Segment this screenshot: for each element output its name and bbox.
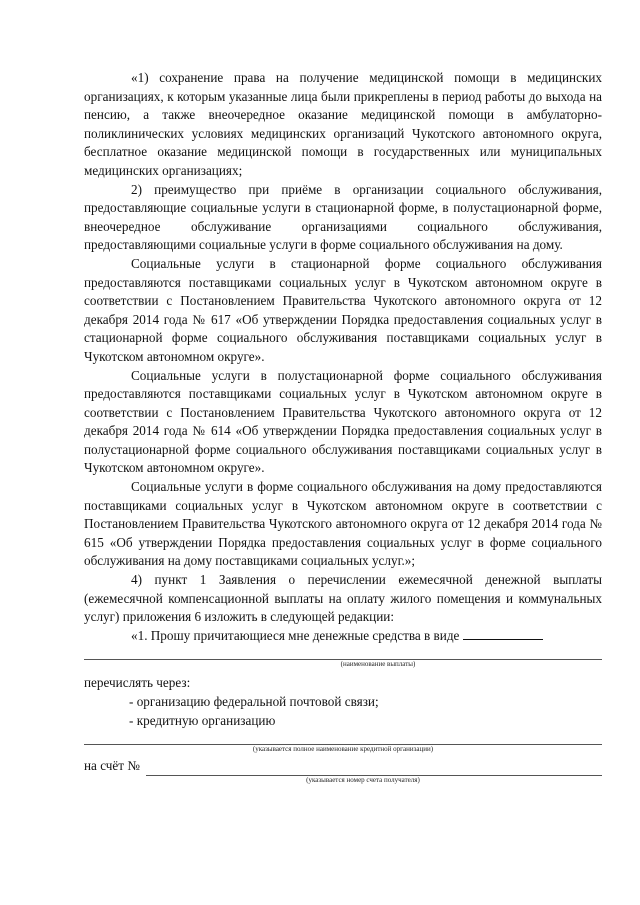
transfer-via-label: перечислять через:	[84, 675, 191, 691]
payout-name-caption: (наименование выплаты)	[340, 660, 416, 669]
paragraph-stationary-services: Социальные услуги в стационарной форме социального обслуживания предоставляются поставщиками социальных услуг в Чукотском автономном округе в соответствии с Постановлением Правительства Чукотского автономного округа от 12 декабря 2014 года № 617 «Об утверждении Порядка предоставления социальных услуг в стационарной форме социального обслуживания поставщиками социальных услуг в Чукотском автономном округе».	[84, 255, 602, 364]
credit-organization-line[interactable]	[84, 730, 602, 745]
paragraph-semistationary-services: Социальные услуги в полустационарной форме социального обслуживания предоставляются поставщиками социальных услуг в Чукотском автономном округе в соответствии с Постановлением Правительства Чукотского автономного округа от 12 декабря 2014 года № 614 «Об утверждении Порядка предоставления социальных услуг в полустационарной форме социального обслуживания поставщиками социальных услуг в Чукотском автономном округе».	[84, 367, 602, 476]
account-row	[84, 757, 602, 776]
paragraph-amendment-item4: 4) пункт 1 Заявления о перечислении ежемесячной денежной выплаты (ежемесячной компенсационной выплаты на оплату жилого помещения и коммунальных услуг) приложения 6 изложить в следующей редакции:	[84, 572, 602, 625]
account-label: на счёт №	[84, 758, 140, 774]
credit-organization-caption: (указывается полное наименование кредитной организации)	[252, 745, 434, 754]
account-number-caption: (указывается номер счета получателя)	[306, 775, 420, 784]
option-postal-organization: - организацию федеральной почтовой связи;	[129, 694, 379, 709]
payout-name-line[interactable]	[84, 645, 602, 660]
request-line	[84, 627, 602, 646]
account-number-line[interactable]	[146, 761, 602, 776]
document-page	[84, 69, 602, 785]
request-line-text: «1. Прошу причитающиеся мне денежные средства в виде	[131, 627, 460, 643]
paragraph-priority-admission: 2) преимущество при приёме в организации социального обслуживания, предоставляющие социальные услуги в стационарной форме, в полустационарной форме, внеочередное обслуживание организациями социального обслуживания, предоставляющими социальные услуги в форме социального обслуживания на дому.	[84, 181, 602, 253]
payout-type-blank[interactable]	[463, 627, 543, 640]
paragraph-medical-help: «1) сохранение права на получение медицинской помощи в медицинских организациях, к которым указанные лица были прикреплены в период работы до выхода на пенсию, а также внеочередное оказание медицинской помощи в амбулаторно-поликлинических условиях медицинских организаций Чукотского автономного округа, бесплатное оказание медицинской помощи в государственных или муниципальных медицинских организациях;	[84, 70, 602, 178]
option-credit-organization: - кредитную организацию	[129, 712, 276, 728]
paragraph-home-services: Социальные услуги в форме социального обслуживания на дому предоставляются поставщиками социальных услуг в Чукотском автономном округе в соответствии с Постановлением Правительства Чукотского автономного округа от 12 декабря 2014 года № 615 «Об утверждении Порядка предоставления социальных услуг в форме социального обслуживания на дому поставщиками социальных услуг.»;	[84, 479, 602, 569]
